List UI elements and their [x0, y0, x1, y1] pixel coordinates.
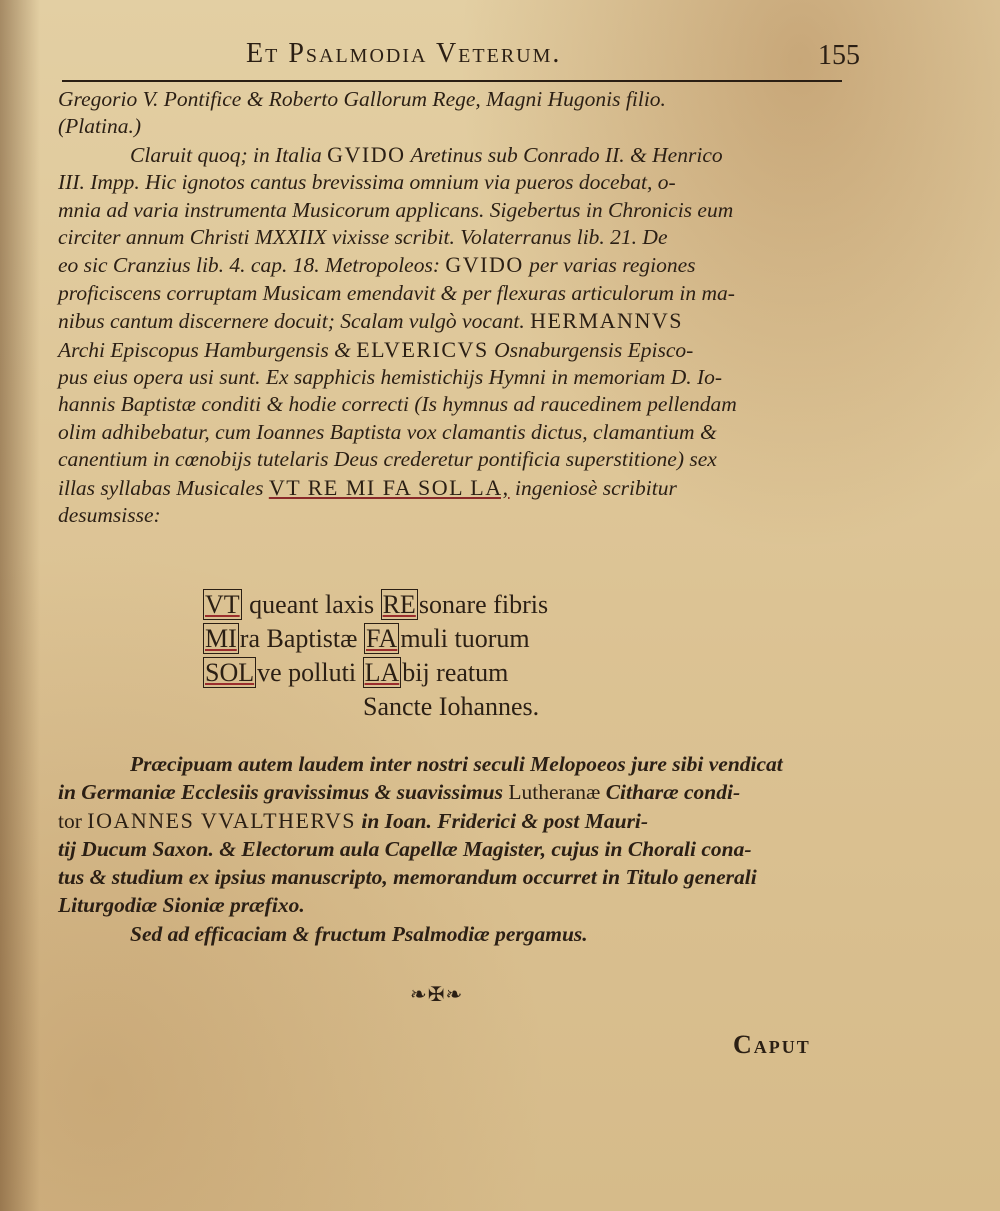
text-line: Gregorio V. Pontifice & Roberto Gallorum Rege, Magni Hugonis filio.	[58, 87, 666, 111]
name-guido: GVIDO	[327, 141, 406, 167]
text-line: Liturgodiæ Sioniæ præfixo.	[58, 893, 305, 918]
name-hermannus: HERMANNVS	[530, 308, 683, 334]
gutter-shadow	[0, 0, 40, 1211]
text-line: canentium in cœnobijs tutelaris Deus crederetur pontificia superstitione) sex	[58, 447, 717, 472]
name-guido: GVIDO	[445, 252, 524, 278]
text-line: circiter annum Christi MXXIIX vixisse scribit. Volaterranus lib. 21. De	[58, 225, 668, 250]
text-line: Præcipuam autem laudem inter nostri seculi Melopoeos jure sibi vendicat	[130, 752, 783, 776]
text-line: tus & studium ex ipsius manuscripto, memorandum occurret in Titulo generali	[58, 865, 757, 890]
text-line: eo sic Cranzius lib. 4. cap. 18. Metropoleos: GVIDO per varias regiones	[58, 252, 696, 278]
text-line: Sed ad efficaciam & fructum Psalmodiæ pergamus.	[130, 921, 588, 946]
text-line: (Platina.)	[58, 114, 141, 139]
text-line: tor IOANNES VVALTHERVS in Ioan. Friderici & post Mauri-	[58, 807, 649, 833]
text-line: III. Impp. Hic ignotos cantus brevissima omnium via pueros docebat, o-	[58, 170, 676, 195]
text-line: desumsisse:	[58, 503, 161, 528]
text-line: olim adhibebatur, cum Ioannes Baptista vox clamantis dictus, clamantium &	[58, 419, 717, 444]
text-line: Archi Episcopus Hamburgensis & ELVERICVS Osnaburgensis Episco-	[58, 336, 694, 362]
name-elvericus: ELVERICVS	[356, 336, 489, 362]
solmization-syllables: VT RE MI FA SOL LA,	[268, 474, 510, 500]
catchword: Caput	[733, 1030, 811, 1059]
printer-ornament: ❧✠❧	[410, 984, 464, 1006]
hymn-line: Sancte Iohannes.	[363, 692, 540, 721]
text-line: mnia ad varia instrumenta Musicorum applicans. Sigebertus in Chronicis eum	[58, 197, 734, 222]
page-number: 155	[818, 40, 860, 71]
hymn-line: SOL ve polluti LA bij reatum	[205, 658, 509, 687]
text-line: nibus cantum discernere docuit; Scalam vulgò vocant. HERMANNVS	[58, 308, 683, 334]
text-line: hannis Baptistæ conditi & hodie correcti (Is hymnus ad raucedinem pellendam	[58, 392, 737, 417]
text-line: illas syllabas Musicales VT RE MI FA SOL LA, ingeniosè scribitur	[58, 474, 677, 500]
syllable-fa: FA	[366, 624, 398, 653]
name-walther: IOANNES VVALTHERVS	[87, 807, 356, 833]
text-line: in Germaniæ Ecclesiis gravissimus & suavissimus Lutheranæ Citharæ condi-	[58, 780, 741, 805]
syllable-sol: SOL	[205, 658, 255, 687]
text-line: tij Ducum Saxon. & Electorum aula Capellæ Magister, cujus in Chorali cona-	[58, 836, 752, 861]
text-line: Claruit quoq; in Italia GVIDO Aretinus sub Conrado II. & Henrico	[130, 141, 723, 167]
text-line: pus eius opera usi sunt. Ex sapphicis hemistichijs Hymni in memoriam D. Io-	[58, 365, 723, 390]
header-rule	[62, 80, 842, 82]
main-paragraph	[58, 86, 858, 530]
syllable-ut: VT	[205, 590, 240, 619]
hymn-line: VT queant laxis RE sonare fibris	[205, 590, 549, 619]
hymn-line: MI ra Baptistæ FA muli tuorum	[205, 624, 530, 653]
second-paragraph	[58, 750, 848, 948]
syllable-la: LA	[364, 658, 400, 687]
syllable-mi: MI	[205, 624, 237, 653]
hymn-verse	[203, 588, 548, 724]
text-line: proficiscens corruptam Musicam emendavit & per flexuras articulorum in ma-	[58, 280, 735, 305]
running-head: Et Psalmodia Veterum.	[246, 38, 562, 69]
syllable-re: RE	[382, 590, 416, 619]
